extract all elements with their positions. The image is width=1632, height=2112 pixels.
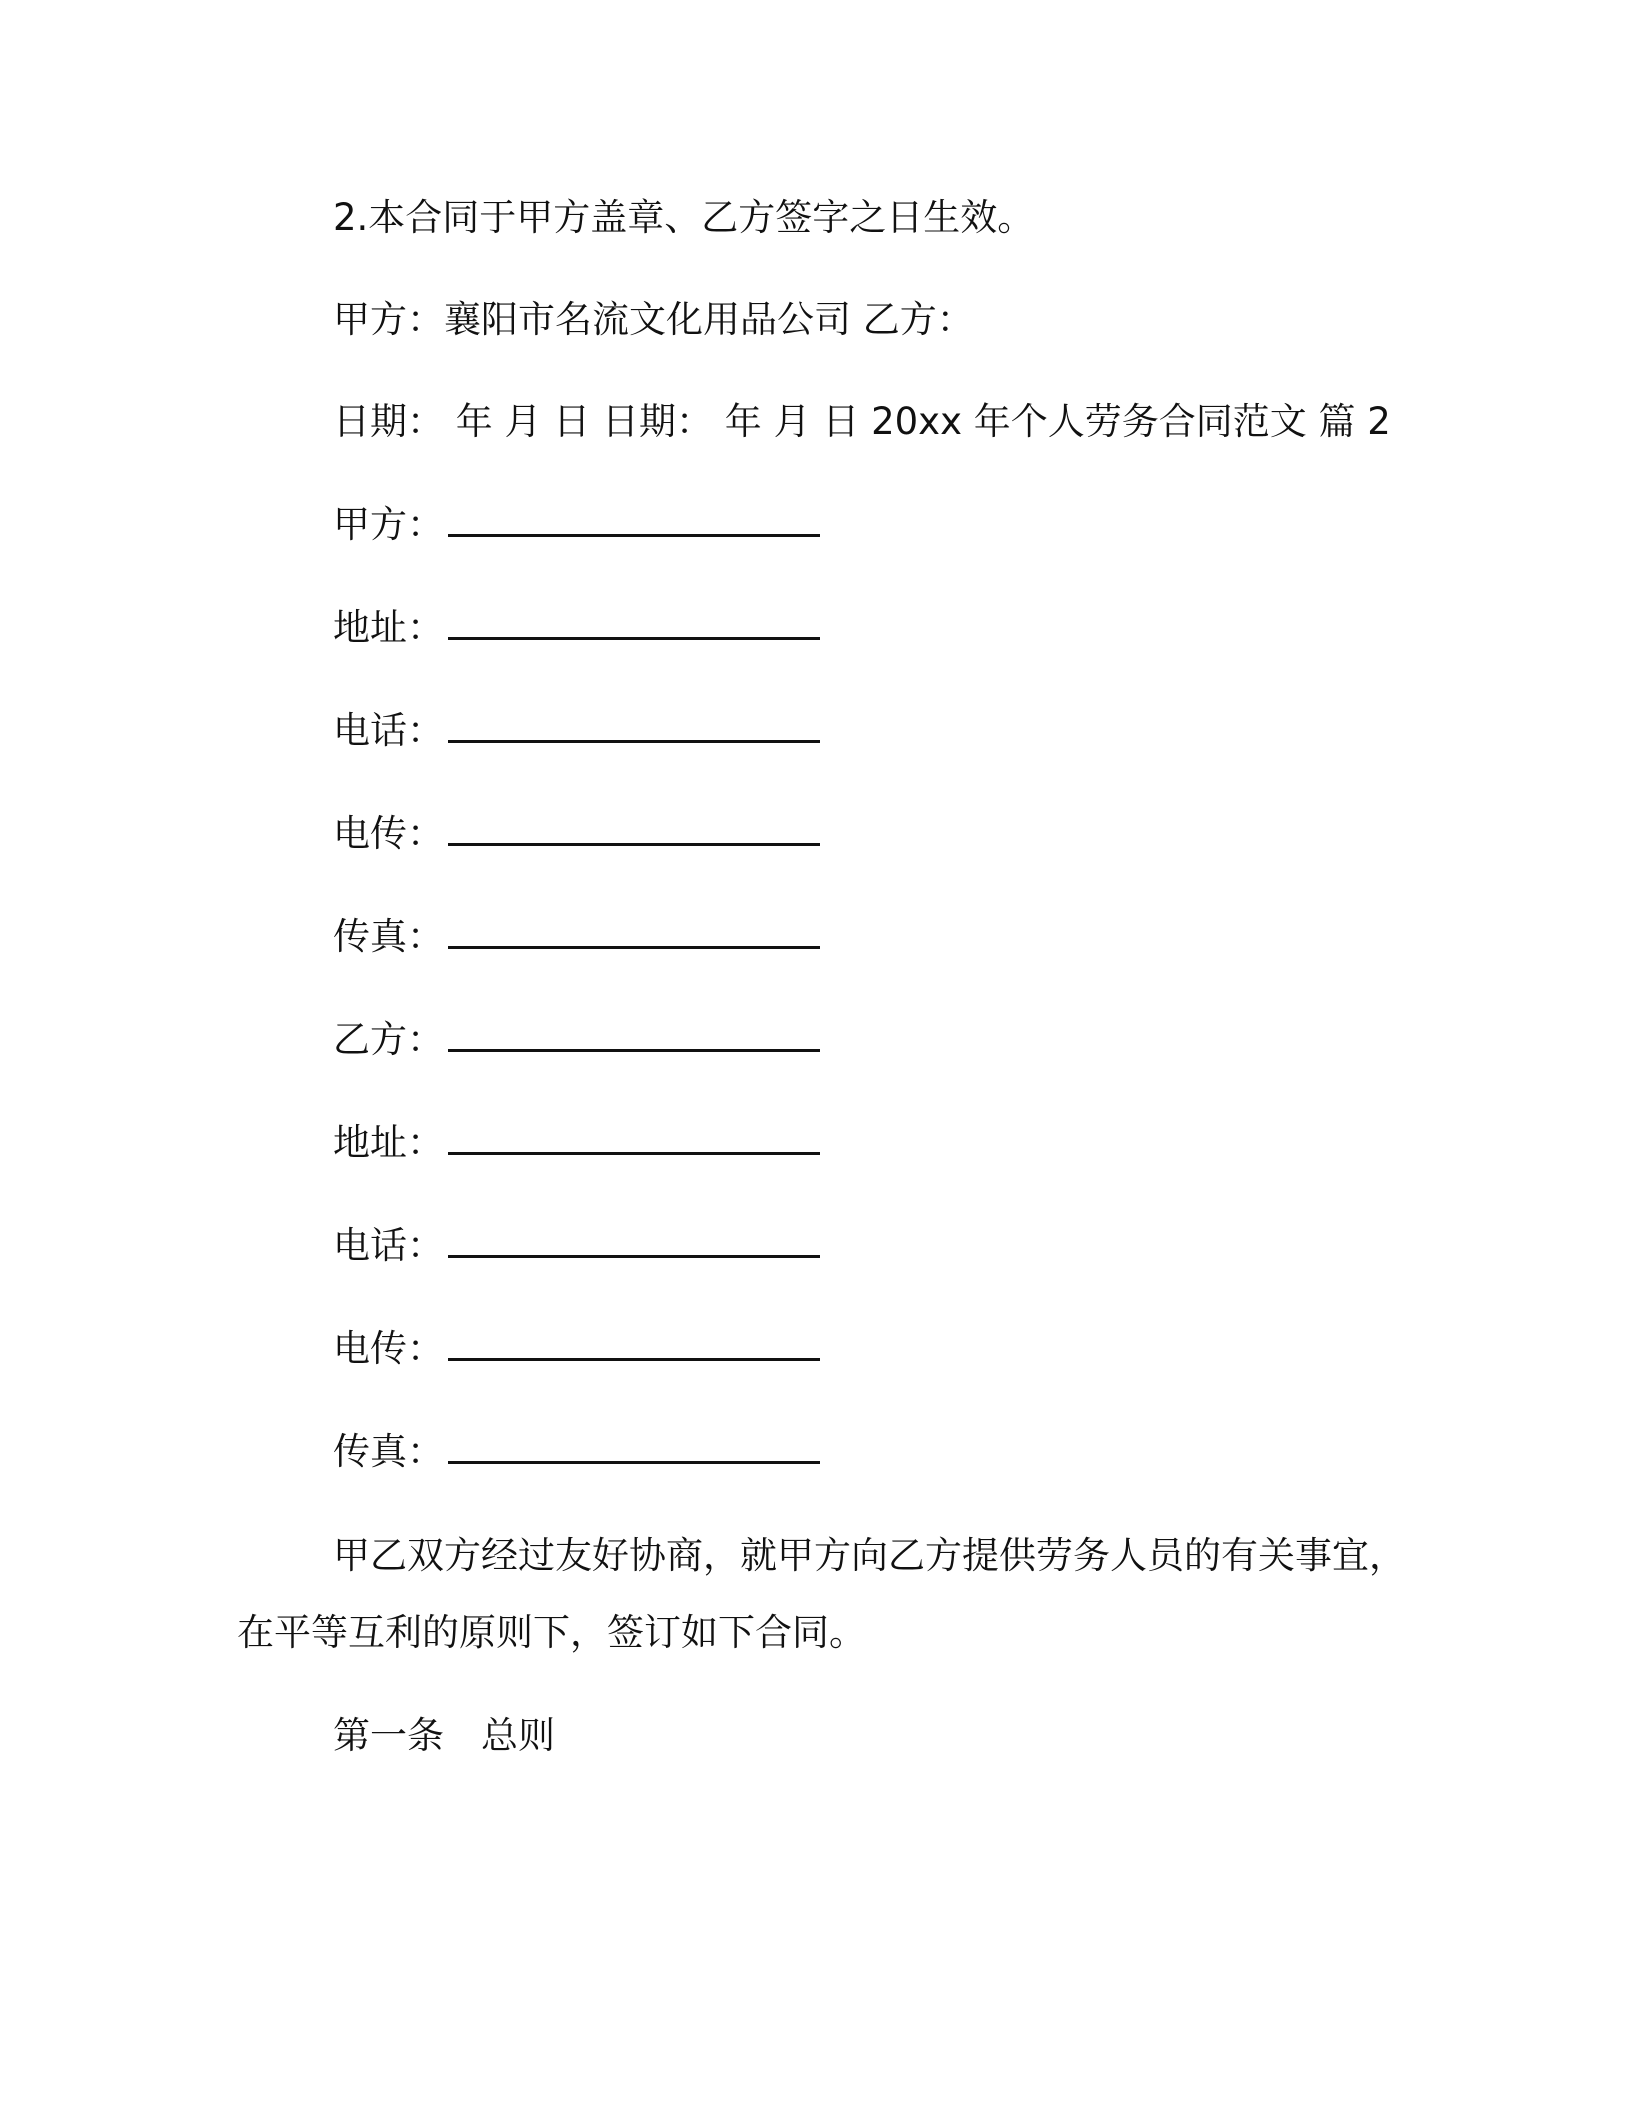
party-a-telex-blank: [448, 813, 820, 846]
party-b-name-blank: [448, 1019, 820, 1052]
party-b-address-label: 地址：: [333, 1121, 444, 1164]
party-b-phone-row: [333, 1224, 820, 1268]
party-a-fax-label: 传真：: [333, 915, 444, 958]
party-a-address-row: [333, 606, 820, 650]
party-b-telex-blank: [448, 1328, 820, 1361]
party-a-fax-row: [333, 915, 820, 959]
party-b-name-label: 乙方：: [333, 1018, 444, 1061]
party-b-telex-label: 电传：: [333, 1327, 444, 1370]
party-b-name-row: [333, 1018, 820, 1062]
parties-line: 甲方：襄阳市名流文化用品公司 乙方：: [333, 298, 974, 341]
preamble-line-1: 甲乙双方经过友好协商，就甲方向乙方提供劳务人员的有关事宜，: [333, 1534, 1406, 1577]
preamble-line-2: 在平等互利的原则下，签订如下合同。: [237, 1611, 866, 1654]
party-a-telex-label: 电传：: [333, 812, 444, 855]
party-b-address-row: [333, 1121, 820, 1165]
party-a-phone-blank: [448, 710, 820, 743]
party-a-name-row: [333, 503, 820, 547]
party-b-phone-label: 电话：: [333, 1224, 444, 1267]
party-a-telex-row: [333, 812, 820, 856]
party-a-phone-row: [333, 709, 820, 753]
article-one-heading: 第一条 总则: [333, 1714, 555, 1757]
clause-effective-text: 2.本合同于甲方盖章、乙方签字之日生效。: [333, 196, 1035, 239]
party-a-name-label: 甲方：: [333, 503, 444, 546]
party-b-fax-label: 传真：: [333, 1430, 444, 1473]
party-b-address-blank: [448, 1122, 820, 1155]
date-and-title-line: 日期： 年 月 日 日期： 年 月 日 20xx 年个人劳务合同范文 篇 2: [333, 400, 1391, 443]
party-a-name-blank: [448, 504, 820, 537]
party-b-fax-row: [333, 1430, 820, 1474]
party-a-phone-label: 电话：: [333, 709, 444, 752]
party-a-address-blank: [448, 607, 820, 640]
party-a-address-label: 地址：: [333, 606, 444, 649]
party-b-phone-blank: [448, 1225, 820, 1258]
party-b-fax-blank: [448, 1431, 820, 1464]
party-b-telex-row: [333, 1327, 820, 1371]
party-a-fax-blank: [448, 916, 820, 949]
